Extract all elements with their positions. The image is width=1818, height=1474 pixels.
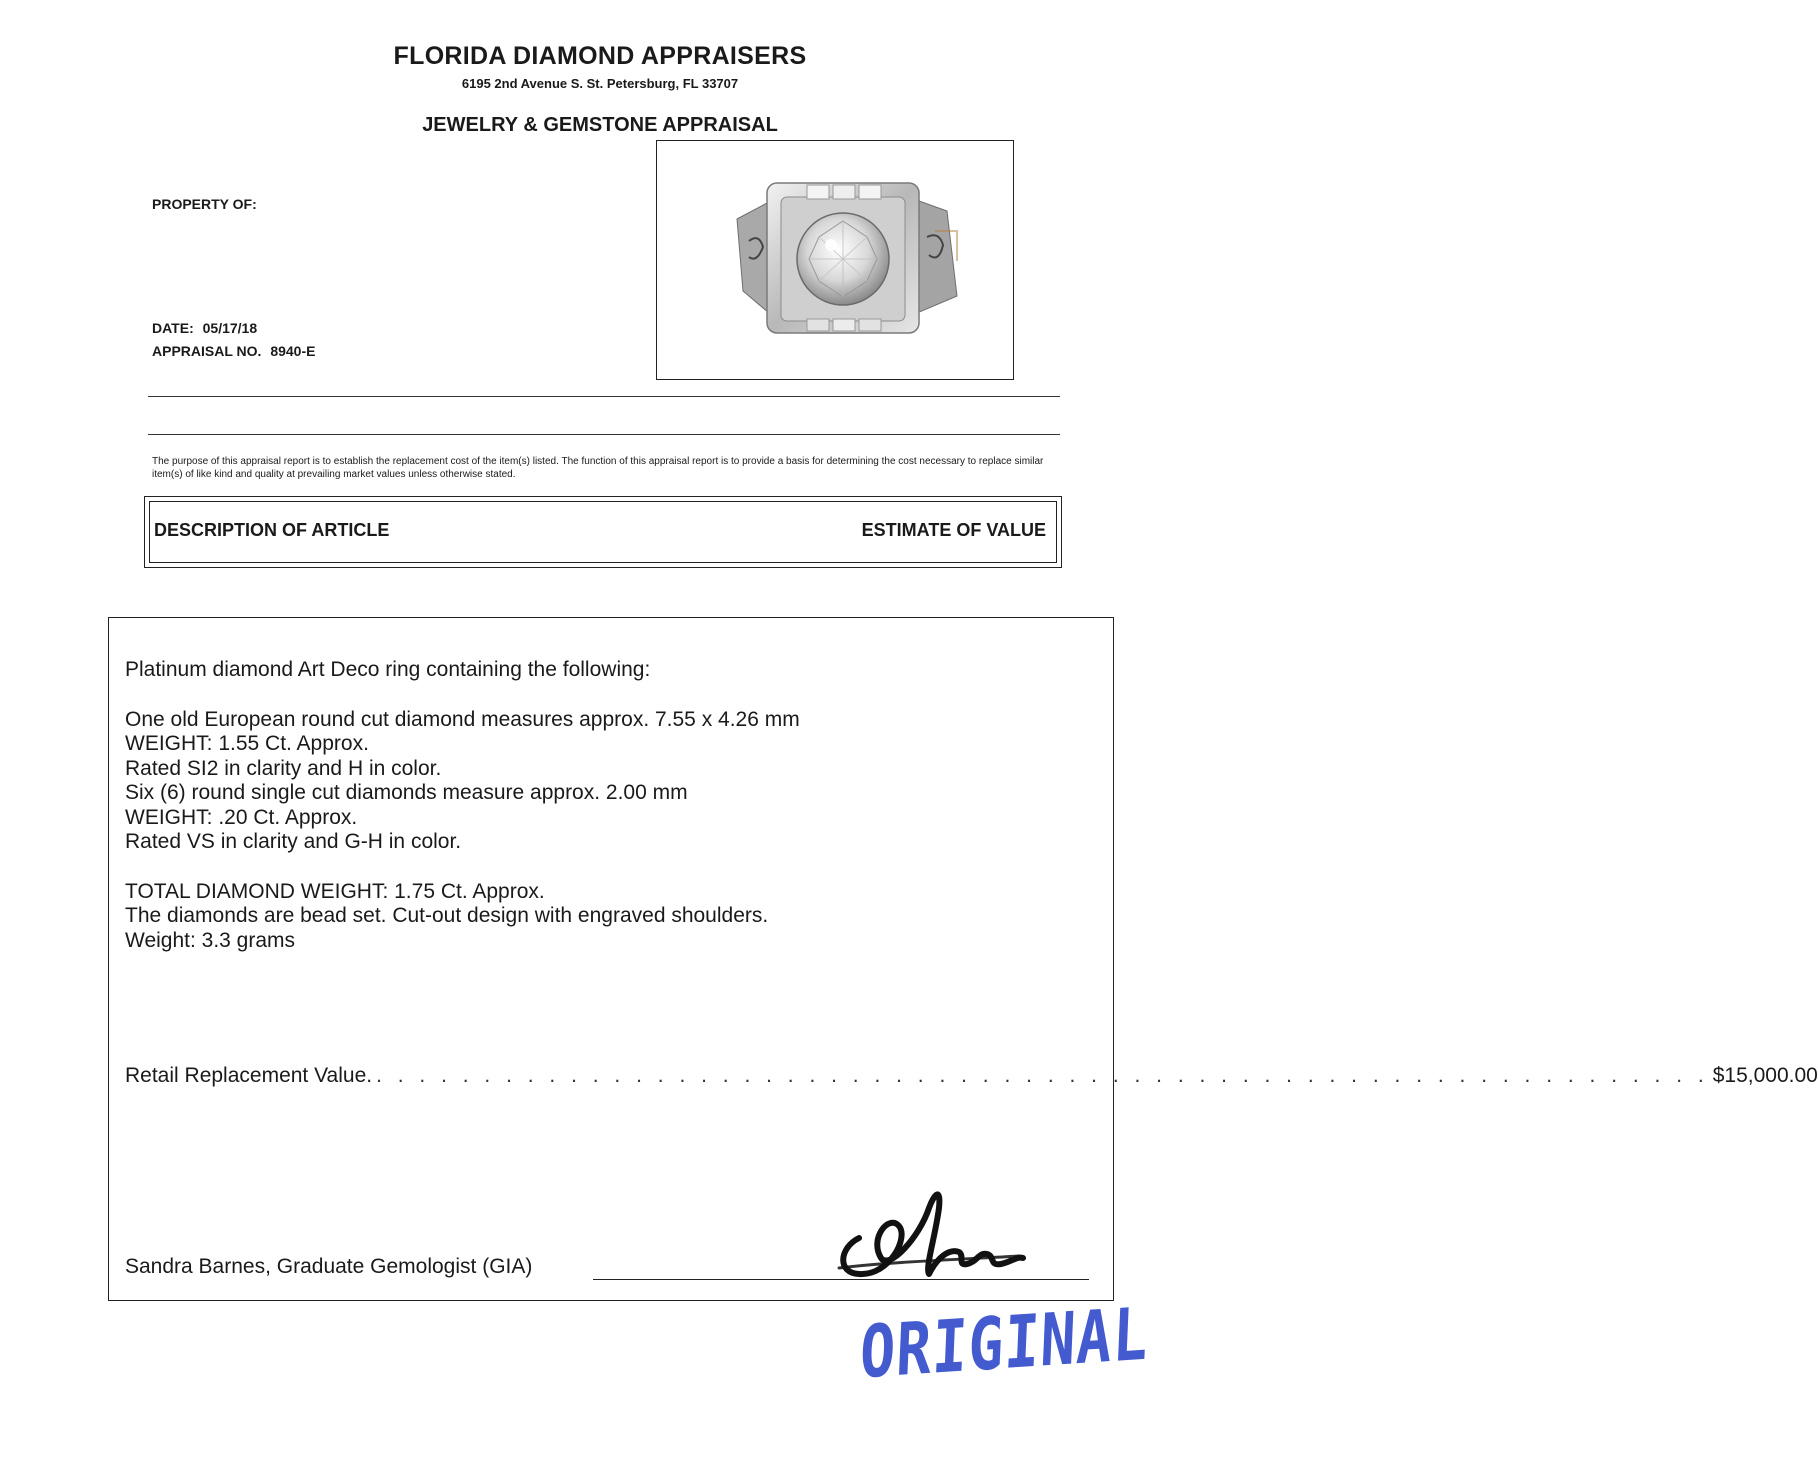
description-line: The diamonds are bead set. Cut-out design with engraved shoulders. xyxy=(125,904,769,927)
company-address: 6195 2nd Avenue S. St. Petersburg, FL 33707 xyxy=(461,76,739,91)
description-line: Rated VS in clarity and G-H in color. xyxy=(125,830,462,853)
estimate-header: ESTIMATE OF VALUE xyxy=(861,520,1046,540)
ring-photo xyxy=(657,141,1015,381)
description-line: Weight: 3.3 grams xyxy=(125,928,296,952)
appraisal-no-value: 8940-E xyxy=(270,343,316,359)
appraisal-no-row xyxy=(152,343,315,359)
purpose-statement: The purpose of this appraisal report is to establish the replacement cost of the item(s) listed. The function of this appraisal report is to provide a basis for determining the cost necessary to replace similar item(s) of like kind and quality at prevailing market values unless otherwise stated. xyxy=(152,456,1044,480)
description-line: Six (6) round single cut diamonds measure approx. 2.00 mm xyxy=(125,781,688,804)
signatory-name: Sandra Barnes, Graduate Gemologist (GIA) xyxy=(125,1255,533,1278)
report-title: JEWELRY & GEMSTONE APPRAISAL xyxy=(422,114,778,136)
blank-line-2 xyxy=(148,434,1060,435)
valuation-leader-dots: . . . . . . . . . . . . . . . . . . . . . . . . . . . . . . . . . . . . . . . . . . . . . . . . . . . . . . . . . . . . . . xyxy=(376,1064,1709,1087)
description-text xyxy=(125,658,800,953)
date-label: DATE: xyxy=(152,320,194,336)
description-line: One old European round cut diamond measures approx. 7.55 x 4.26 mm xyxy=(125,707,800,731)
ring-photo-frame xyxy=(656,140,1014,380)
description-line: WEIGHT: 1.55 Ct. Approx. xyxy=(125,732,369,755)
date-value: 05/17/18 xyxy=(202,320,258,336)
description-header: DESCRIPTION OF ARTICLE xyxy=(154,520,390,540)
description-line: Rated SI2 in clarity and H in color. xyxy=(125,756,442,780)
date-row xyxy=(152,320,257,336)
description-line: WEIGHT: .20 Ct. Approx. xyxy=(125,805,358,829)
appraisal-no-label: APPRAISAL NO. xyxy=(152,343,262,359)
signature-line xyxy=(593,1279,1089,1280)
description-box xyxy=(108,617,1818,1301)
description-intro: Platinum diamond Art Deco ring containing the following: xyxy=(125,658,651,681)
company-name: FLORIDA DIAMOND APPRAISERS xyxy=(393,42,807,70)
valuation-amount: $15,000.00 xyxy=(1712,1064,1818,1087)
table-header-inner xyxy=(149,501,1057,563)
blank-line-1 xyxy=(148,396,1060,397)
valuation-row xyxy=(125,1064,1818,1088)
property-label: PROPERTY OF: xyxy=(152,196,257,212)
table-header-box xyxy=(144,496,1062,568)
handwritten-signature xyxy=(829,1178,1029,1288)
description-line: TOTAL DIAMOND WEIGHT: 1.75 Ct. Approx. xyxy=(125,879,545,903)
valuation-label: Retail Replacement Value. xyxy=(125,1064,373,1087)
original-stamp: ORIGINAL xyxy=(858,1291,1151,1395)
